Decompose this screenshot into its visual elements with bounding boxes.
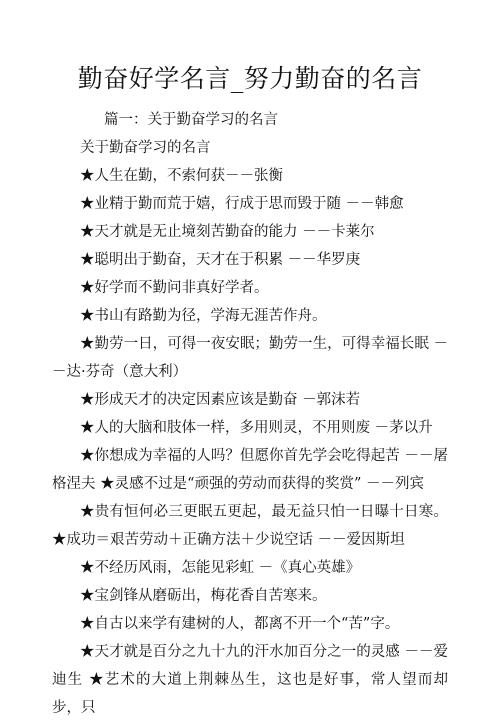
quote-item: ★不经历风雨，怎能见彩虹 －《真心英雄》 (80, 560, 361, 576)
quote-item: ★自古以来学有建树的人，都离不开一个“苦”字。 (80, 616, 400, 632)
quote-item: ★宝剑锋从磨砺出，梅花香自苦寒来。 (80, 588, 327, 604)
document-title: 勤奋好学名言_努力勤奋的名言 (77, 64, 423, 93)
quote-item: ★你想成为幸福的人吗？但愿你首先学会吃得起苦 －－屠格涅夫 ★灵感不过是“顽强的劳动而获得的奖赏” －－列宾 (52, 448, 448, 492)
quote-item: ★勤劳一日，可得一夜安眠；勤劳一生，可得幸福长眠 －－达·芬奇（意大利） (52, 336, 448, 380)
quote-item: ★好学而不勤问非真好学者。 (80, 280, 269, 296)
quote-item: ★书山有路勤为径，学海无涯苦作舟。 (80, 308, 327, 324)
quote-item: ★贵有恒何必三更眠五更起，最无益只怕一日曝十日寒。 ★成功＝艰苦劳动＋正确方法＋少说空话 －－爱因斯坦 (52, 504, 448, 548)
quote-item: ★天才就是百分之九十九的汗水加百分之一的灵感 －－爱迪生 ★艺术的大道上荆棘丛生，这也是好事，常人望而却步，只 (52, 644, 448, 716)
quote-item: ★聪明出于勤奋，天才在于积累 －－华罗庚 (80, 252, 361, 268)
quote-item: ★人的大脑和肢体一样，多用则灵，不用则废 －茅以升 (80, 420, 433, 436)
quote-item: ★形成天才的决定因素应该是勤奋 －郭沫若 (80, 392, 361, 408)
section-heading: 篇一：关于勤奋学习的名言 (104, 112, 278, 128)
quote-list (52, 162, 448, 722)
quote-item: ★天才就是无止境刻苦勤奋的能力 －－卡莱尔 (80, 224, 375, 240)
quote-item: ★人生在勤，不索何获－－张衡 (80, 168, 283, 184)
sub-heading: 关于勤奋学习的名言 (80, 140, 211, 156)
quote-item: ★业精于勤而荒于嬉，行成于思而毁于随 －－韩愈 (80, 196, 404, 212)
